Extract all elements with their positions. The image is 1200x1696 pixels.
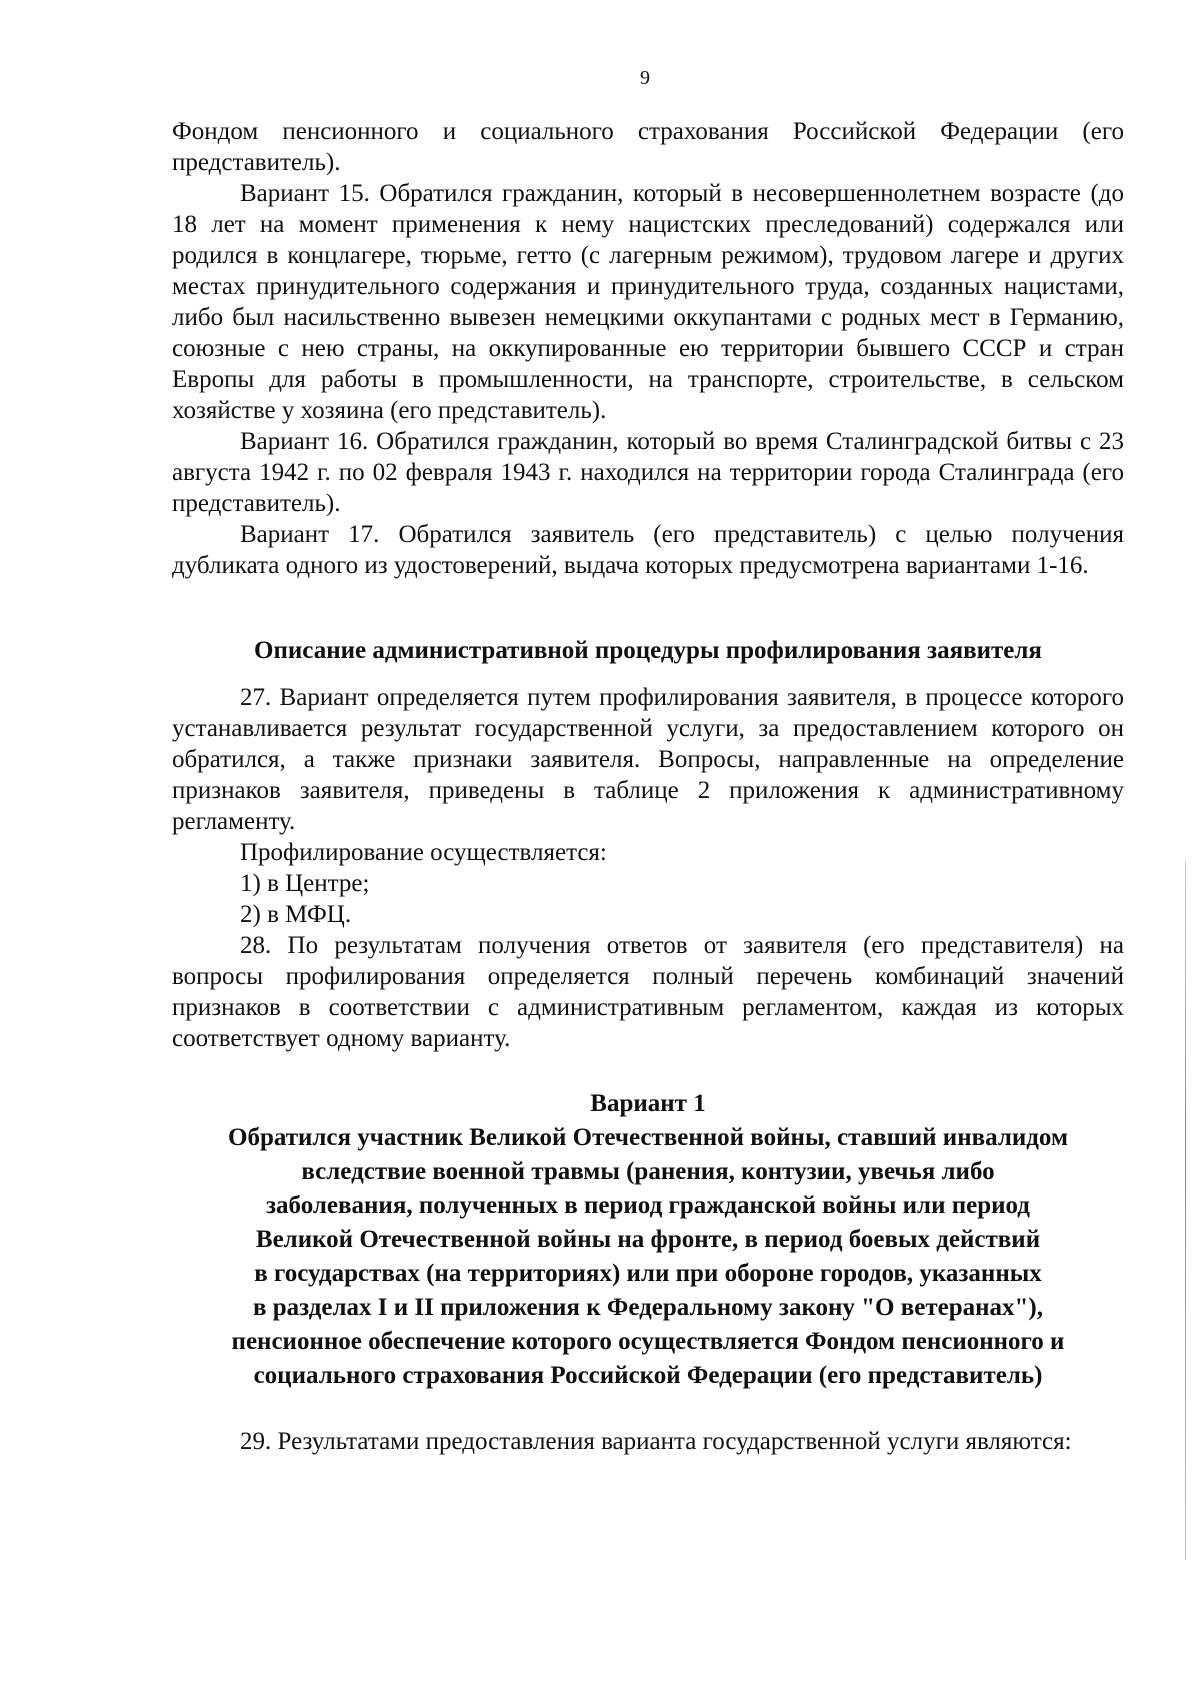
variant-1-heading-line: социального страхования Российской Федерации (его представитель): [253, 1362, 1043, 1389]
variant-1-heading-line: в разделах I и II приложения к Федеральному закону "О ветеранах"),: [252, 1294, 1043, 1321]
variant-1-heading-line: пенсионное обеспечение которого осуществляется Фондом пенсионного и: [231, 1328, 1065, 1355]
paragraph-variant-16: Вариант 16. Обратился гражданин, который во время Сталинградской битвы с 23 августа 1942 г. по 02 февраля 1943 г. находился на территории города Сталинграда (его представитель).: [172, 428, 1124, 517]
document-body: [172, 116, 1124, 1457]
paragraph-variant-17: Вариант 17. Обратился заявитель (его представитель) с целью получения дубликата одного из удостоверений, выдача которых предусмотрена вариантами 1-16.: [172, 521, 1124, 579]
section-title-profiling: Описание административной процедуры профилирования заявителя: [254, 637, 1042, 664]
scan-edge-line: [1185, 860, 1186, 1560]
variant-1-heading-line: в государствах (на территориях) или при обороне городов, указанных: [254, 1260, 1042, 1287]
spacer: [172, 666, 1124, 682]
list-item-center: 1) в Центре;: [240, 870, 370, 897]
variant-1-heading-line: заболевания, полученных в период гражданской войны или период: [266, 1192, 1030, 1219]
paragraph-27: 27. Вариант определяется путем профилирования заявителя, в процессе которого устанавливается результат государственной услуги, за предоставлением которого он обратился, а также признаки заявителя. Вопросы, направленные на определение признаков заявителя, приведены в таблице 2 приложения к административному регламенту.: [172, 684, 1124, 835]
variant-1-heading-line: вследствие военной травмы (ранения, контузии, увечья либо: [301, 1158, 995, 1185]
variant-1-heading-line: Обратился участник Великой Отечественной войны, ставший инвалидом: [228, 1124, 1068, 1151]
page-number: 9: [640, 67, 650, 89]
variant-1-heading-line: Великой Отечественной войны на фронте, в период боевых действий: [255, 1226, 1041, 1253]
spacer: [172, 1393, 1124, 1426]
paragraph-continuation: Фондом пенсионного и социального страхования Российской Федерации (его представитель).: [172, 118, 1124, 176]
spacer: [172, 1054, 1124, 1087]
paragraph-29: 29. Результатами предоставления варианта государственной услуги являются:: [240, 1428, 1072, 1455]
spacer: [172, 581, 1124, 635]
paragraph-28: 28. По результатам получения ответов от заявителя (его представителя) на вопросы профилирования определяется полный перечень комбинаций значений признаков в соответствии с административным регламентом, каждая из которых соответствует одному варианту.: [172, 932, 1124, 1052]
variant-1-title: Вариант 1: [590, 1090, 706, 1117]
paragraph-variant-15: Вариант 15. Обратился гражданин, который в несовершеннолетнем возрасте (до 18 лет на момент применения к нему нацистских преследований) содержался или родился в концлагере, тюрьме, гетто (с лагерным режимом), трудовом лагере и других местах принудительного содержания и принудительного труда, созданных нацистами, либо был насильственно вывезен немецкими оккупантами с родных мест в Германию, союзные с нею страны, на оккупированные ею территории бывшего СССР и стран Европы для работы в промышленности, на транспорте, строительстве, в сельском хозяйстве у хозяина (его представитель).: [172, 180, 1124, 424]
variant-1-heading: [172, 1087, 1124, 1393]
profiling-intro: Профилирование осуществляется:: [240, 839, 607, 866]
list-item-mfc: 2) в МФЦ.: [240, 901, 352, 928]
